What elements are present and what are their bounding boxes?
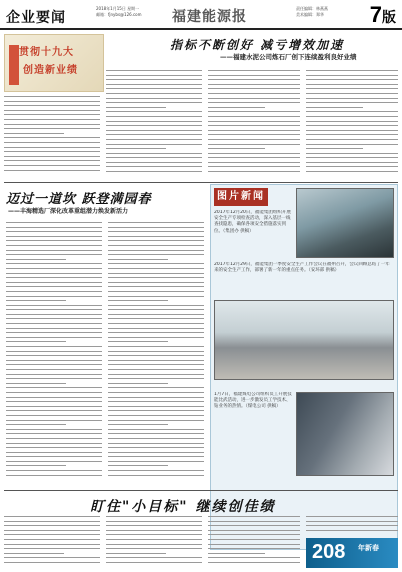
- story-1-body-col-1: [4, 96, 100, 178]
- text-line: [6, 438, 102, 439]
- text-line: [108, 420, 204, 421]
- text-line: [4, 557, 100, 558]
- text-line: [208, 166, 300, 167]
- text-line: [306, 139, 398, 140]
- text-line: [4, 128, 100, 129]
- text-line: [208, 516, 300, 517]
- text-line: [208, 116, 300, 117]
- text-line: [106, 525, 202, 526]
- text-line: [106, 144, 202, 145]
- text-line: [108, 277, 204, 278]
- text-line: [306, 171, 398, 172]
- text-line: [6, 245, 102, 246]
- banner-number: 208: [312, 541, 346, 563]
- text-line: [108, 240, 204, 241]
- text-line: [306, 157, 398, 158]
- text-line: [6, 282, 102, 283]
- photo-3-caption: [214, 392, 294, 476]
- text-line: [106, 134, 202, 135]
- text-line: [108, 305, 204, 306]
- text-line: [208, 125, 300, 126]
- photo-1-caption-text: 2017年12月20日，福能集团组织开展安全生产专项检查活动，深入基层一线查找隐患，确保各项安全措施落实到位。: [214, 210, 291, 234]
- text-line: [6, 263, 102, 264]
- text-line: [208, 107, 265, 108]
- text-line: [6, 387, 102, 388]
- text-line: [6, 456, 102, 457]
- text-line: [208, 548, 300, 549]
- text-line: [208, 557, 300, 558]
- text-line: [108, 291, 204, 292]
- text-line: [306, 88, 398, 89]
- text-line: [106, 171, 202, 172]
- text-line: [6, 443, 102, 444]
- text-line: [306, 530, 398, 531]
- text-line: [4, 544, 100, 545]
- text-line: [108, 378, 204, 379]
- text-line: [108, 314, 204, 315]
- text-line: [108, 438, 204, 439]
- section-divider: [4, 182, 398, 183]
- text-line: [108, 318, 204, 319]
- text-line: [4, 96, 100, 97]
- text-line: [106, 544, 202, 545]
- text-line: [6, 475, 102, 476]
- kicker-line-2: 创造新业绩: [23, 65, 78, 76]
- ribbon-decoration: [9, 45, 19, 85]
- text-line: [4, 160, 100, 161]
- text-line: [6, 346, 102, 347]
- page-number-value: 7: [369, 2, 382, 27]
- text-line: [6, 222, 102, 223]
- text-line: [6, 374, 102, 375]
- text-line: [106, 516, 202, 517]
- text-line: [4, 110, 100, 111]
- text-line: [306, 516, 398, 517]
- text-line: [4, 521, 100, 522]
- text-line: [6, 323, 102, 324]
- text-line: [108, 328, 204, 329]
- photo-3-caption-text: 1月7日，福建煤电公司组织员工开展技能比武活动，进一步激发员工学技术、钻业务的热情。: [214, 392, 292, 410]
- text-line: [6, 277, 102, 278]
- photo-3: [296, 392, 394, 476]
- text-line: [208, 144, 300, 145]
- text-line: [6, 470, 102, 471]
- page-number: [370, 2, 396, 28]
- text-line: [4, 124, 100, 125]
- text-line: [108, 364, 204, 365]
- feature-body-col-1: [4, 516, 100, 570]
- text-line: [106, 153, 202, 154]
- text-line: [108, 410, 204, 411]
- text-line: [6, 231, 102, 232]
- text-line: [108, 406, 204, 407]
- text-line: [306, 153, 398, 154]
- story-2-subheadline: ——丰海精选厂深化改革重组潜力焕发新活力: [8, 208, 129, 215]
- text-line: [306, 102, 398, 103]
- text-line: [208, 102, 300, 103]
- text-line: [106, 75, 202, 76]
- feature-headline: 盯住"小目标" 继续创佳绩: [90, 499, 276, 515]
- text-line: [208, 544, 300, 545]
- text-line: [108, 470, 204, 471]
- text-line: [106, 79, 202, 80]
- text-line: [6, 236, 102, 237]
- text-line: [6, 406, 102, 407]
- issue-date: 2018年1月15日 星期一: [96, 6, 140, 11]
- text-line: [6, 401, 102, 402]
- text-line: [106, 148, 166, 149]
- text-line: [306, 121, 398, 122]
- text-line: [6, 286, 102, 287]
- text-line: [4, 548, 100, 549]
- text-line: [106, 139, 202, 140]
- text-line: [106, 130, 202, 131]
- photo-1: [296, 188, 394, 258]
- photo-1-credit: （集团办 供稿）: [223, 228, 254, 234]
- text-line: [208, 525, 300, 526]
- text-line: [108, 475, 204, 476]
- text-line: [6, 337, 102, 338]
- text-line: [4, 133, 64, 134]
- text-line: [108, 346, 204, 347]
- text-line: [108, 254, 204, 255]
- text-line: [306, 525, 398, 526]
- story-1-body-col-4: [306, 70, 398, 178]
- text-line: [208, 562, 300, 563]
- text-line: [6, 268, 102, 269]
- text-line: [108, 433, 204, 434]
- text-line: [106, 553, 166, 554]
- photo-news-title: 图片新闻: [214, 188, 268, 206]
- text-line: [6, 259, 66, 260]
- text-line: [208, 84, 300, 85]
- text-line: [6, 240, 102, 241]
- masthead: [0, 0, 402, 30]
- story-1-kicker: [4, 34, 104, 92]
- text-line: [4, 534, 100, 535]
- text-line: [208, 171, 300, 172]
- text-line: [6, 424, 66, 425]
- text-line: [108, 245, 204, 246]
- page-number-suffix: 版: [382, 10, 396, 26]
- text-line: [208, 530, 300, 531]
- text-line: [208, 157, 300, 158]
- text-line: [4, 156, 100, 157]
- text-line: [108, 231, 204, 232]
- text-line: [306, 93, 398, 94]
- text-line: [108, 443, 204, 444]
- text-line: [108, 452, 204, 453]
- text-line: [108, 351, 204, 352]
- text-line: [6, 355, 102, 356]
- text-line: [108, 300, 168, 301]
- text-line: [208, 148, 265, 149]
- text-line: [108, 429, 204, 430]
- text-line: [208, 162, 300, 163]
- text-line: [306, 75, 398, 76]
- photo-3-credit: （煤电公司 供稿）: [245, 404, 281, 410]
- text-line: [306, 162, 398, 163]
- text-line: [108, 360, 204, 361]
- text-line: [306, 148, 363, 149]
- text-line: [4, 105, 100, 106]
- text-line: [208, 75, 300, 76]
- text-line: [108, 383, 168, 384]
- text-line: [106, 162, 202, 163]
- text-line: [306, 107, 363, 108]
- text-line: [306, 79, 398, 80]
- text-line: [108, 296, 204, 297]
- text-line: [6, 420, 102, 421]
- text-line: [106, 116, 202, 117]
- text-line: [108, 309, 204, 310]
- text-line: [108, 332, 204, 333]
- photo-2-credit: （安环部 供稿）: [308, 268, 340, 274]
- text-line: [108, 465, 168, 466]
- text-line: [6, 318, 102, 319]
- text-line: [108, 387, 204, 388]
- text-line: [208, 70, 300, 71]
- text-line: [208, 153, 300, 154]
- text-line: [108, 323, 204, 324]
- text-line: [108, 222, 204, 223]
- text-line: [208, 553, 265, 554]
- text-line: [208, 111, 300, 112]
- text-line: [4, 539, 100, 540]
- text-line: [306, 70, 398, 71]
- text-line: [4, 119, 100, 120]
- text-line: [6, 254, 102, 255]
- issue-info: [96, 6, 142, 18]
- text-line: [306, 116, 398, 117]
- text-line: [6, 227, 102, 228]
- issue-contact: 邮箱：fjnybs@126.com: [96, 12, 142, 17]
- text-line: [208, 139, 300, 140]
- text-line: [208, 539, 300, 540]
- text-line: [208, 121, 300, 122]
- text-line: [306, 134, 398, 135]
- text-line: [108, 447, 204, 448]
- photo-2-caption-text: 2017年12月29日，福能集团一季度安全生产工作会议在福州召开，会议回顾总结了一年来的安全生产工作，部署了新一年的重点任务。: [214, 262, 390, 274]
- text-line: [106, 539, 202, 540]
- text-line: [6, 452, 102, 453]
- text-line: [6, 291, 102, 292]
- text-line: [4, 137, 100, 138]
- text-line: [106, 166, 202, 167]
- text-line: [108, 341, 168, 342]
- text-line: [108, 236, 204, 237]
- text-line: [106, 98, 202, 99]
- text-line: [108, 263, 204, 264]
- banner-label: 年新春: [358, 544, 379, 552]
- feature-body-col-4: [306, 516, 398, 536]
- section-divider-2: [4, 490, 398, 491]
- text-line: [6, 305, 102, 306]
- text-line: [108, 282, 204, 283]
- paper-name: 福建能源报: [172, 9, 247, 25]
- text-line: [306, 144, 398, 145]
- text-line: [6, 332, 102, 333]
- story-1-body-col-3: [208, 70, 300, 178]
- text-line: [108, 392, 204, 393]
- text-line: [108, 268, 204, 269]
- text-line: [108, 273, 204, 274]
- text-line: [106, 84, 202, 85]
- text-line: [108, 374, 204, 375]
- story-1-subheadline: ——福建水泥公司炼石厂创下连续盈利良好业绩: [220, 53, 357, 61]
- text-line: [6, 433, 102, 434]
- text-line: [108, 401, 204, 402]
- text-line: [208, 98, 300, 99]
- text-line: [306, 130, 398, 131]
- kicker-line-1: 贯彻十九大: [19, 47, 74, 58]
- text-line: [106, 88, 202, 89]
- text-line: [6, 309, 102, 310]
- text-line: [6, 360, 102, 361]
- text-line: [6, 415, 102, 416]
- text-line: [4, 114, 100, 115]
- text-line: [106, 111, 202, 112]
- text-line: [208, 93, 300, 94]
- text-line: [106, 557, 202, 558]
- text-line: [6, 296, 102, 297]
- text-line: [6, 300, 66, 301]
- text-line: [108, 337, 204, 338]
- editor-info: [296, 6, 328, 18]
- text-line: [306, 98, 398, 99]
- text-line: [6, 383, 66, 384]
- text-line: [6, 314, 102, 315]
- text-line: [208, 130, 300, 131]
- editor-name: 责任编辑：林燕燕: [296, 6, 328, 11]
- text-line: [4, 165, 100, 166]
- text-line: [6, 341, 66, 342]
- text-line: [4, 151, 100, 152]
- story-2-body-col-2: [108, 222, 204, 484]
- text-line: [108, 456, 204, 457]
- text-line: [6, 392, 102, 393]
- photo-2-caption: [214, 262, 394, 298]
- text-line: [108, 250, 204, 251]
- text-line: [4, 530, 100, 531]
- feature-body-col-2: [106, 516, 202, 570]
- designer-name: 美术编辑：郑华: [296, 12, 324, 17]
- text-line: [108, 369, 204, 370]
- text-line: [106, 70, 202, 71]
- text-line: [106, 548, 202, 549]
- text-line: [108, 286, 204, 287]
- text-line: [208, 521, 300, 522]
- text-line: [6, 429, 102, 430]
- text-line: [106, 102, 202, 103]
- story-2-body-col-1: [6, 222, 102, 484]
- text-line: [6, 461, 102, 462]
- text-line: [6, 250, 102, 251]
- text-line: [306, 125, 398, 126]
- text-line: [6, 364, 102, 365]
- text-line: [4, 101, 100, 102]
- text-line: [6, 465, 66, 466]
- text-line: [4, 525, 100, 526]
- text-line: [306, 111, 398, 112]
- text-line: [108, 397, 204, 398]
- new-year-banner: [306, 538, 398, 568]
- section-title: 企业要闻: [6, 10, 66, 26]
- text-line: [4, 553, 64, 554]
- story-1-body-col-2: [106, 70, 202, 178]
- text-line: [108, 227, 204, 228]
- text-line: [106, 121, 202, 122]
- text-line: [106, 107, 166, 108]
- text-line: [6, 328, 102, 329]
- text-line: [208, 534, 300, 535]
- text-line: [106, 125, 202, 126]
- text-line: [6, 397, 102, 398]
- text-line: [208, 79, 300, 80]
- text-line: [6, 273, 102, 274]
- photo-2: [214, 300, 394, 380]
- text-line: [4, 516, 100, 517]
- text-line: [6, 351, 102, 352]
- text-line: [106, 157, 202, 158]
- text-line: [106, 562, 202, 563]
- text-line: [106, 534, 202, 535]
- story-1-headline: 指标不断创好 减亏增效加速: [170, 38, 345, 52]
- text-line: [4, 142, 100, 143]
- text-line: [208, 134, 300, 135]
- text-line: [106, 530, 202, 531]
- text-line: [4, 170, 100, 171]
- text-line: [6, 447, 102, 448]
- text-line: [106, 521, 202, 522]
- text-line: [306, 166, 398, 167]
- text-line: [106, 93, 202, 94]
- text-line: [6, 410, 102, 411]
- feature-body-col-3: [208, 516, 300, 570]
- text-line: [4, 147, 100, 148]
- text-line: [6, 378, 102, 379]
- text-line: [108, 355, 204, 356]
- text-line: [306, 521, 398, 522]
- text-line: [6, 369, 102, 370]
- story-2-headline: 迈过一道坎 跃登满园春: [6, 192, 152, 207]
- text-line: [4, 562, 100, 563]
- text-line: [306, 84, 398, 85]
- text-line: [108, 415, 204, 416]
- text-line: [108, 424, 168, 425]
- text-line: [208, 88, 300, 89]
- text-line: [108, 259, 168, 260]
- text-line: [108, 461, 204, 462]
